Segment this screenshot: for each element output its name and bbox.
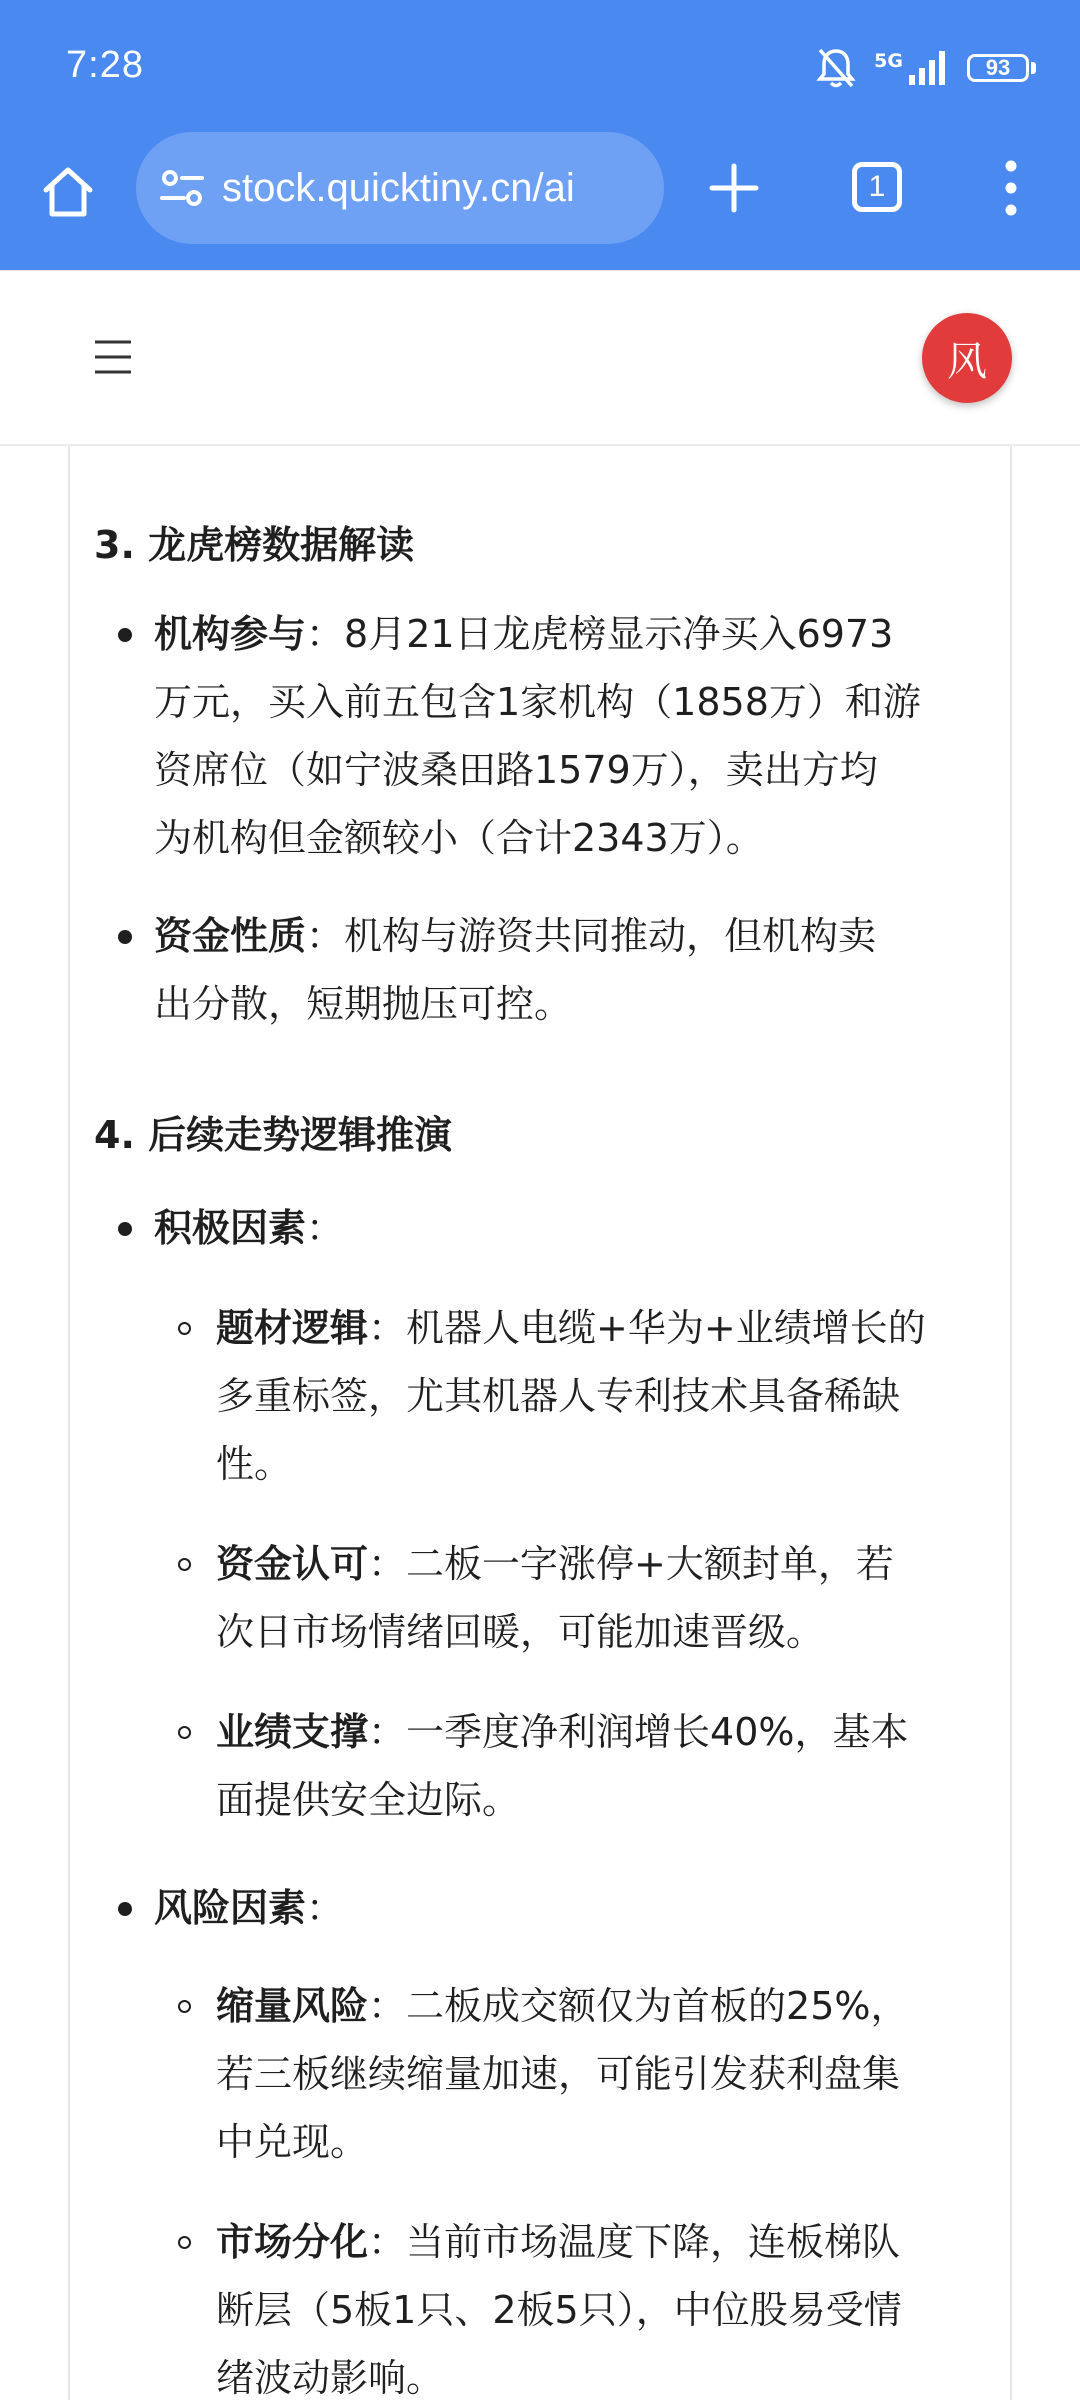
sub-list-item: 资金认可：二板一字涨停+大额封单，若 次日市场情绪回暖，可能加速晋级。 — [216, 1542, 894, 1654]
item-label: 资金性质 — [154, 914, 307, 958]
bullet-disc — [118, 930, 132, 944]
status-icons — [816, 44, 1036, 92]
bullet-disc — [118, 628, 132, 642]
site-settings-icon[interactable] — [158, 164, 206, 212]
more-options-icon[interactable] — [996, 156, 1026, 220]
hamburger-menu-icon[interactable] — [94, 337, 132, 377]
item-label: 资金认可 — [216, 1542, 369, 1586]
item-label: 风险因素 — [154, 1886, 307, 1930]
signal-bars-icon — [909, 51, 949, 85]
section-heading-3: 3. 龙虎榜数据解读 — [94, 523, 415, 567]
bullet-disc — [118, 1902, 132, 1916]
bell-off-icon — [816, 46, 856, 90]
bullet-circle — [178, 1558, 191, 1571]
item-label: 缩量风险 — [216, 1984, 369, 2028]
item-label: 积极因素 — [154, 1206, 307, 1250]
bullet-circle — [178, 2236, 191, 2249]
network-label: 5G — [874, 50, 903, 72]
list-item-risk: 风险因素： — [154, 1886, 345, 1930]
tab-switcher-button[interactable]: 1 — [852, 162, 902, 212]
bullet-circle — [178, 1726, 191, 1739]
sub-list-item: 市场分化：当前市场温度下降，连板梯队 断层（5板1只、2板5只），中位股易受情 绪波动影响。 — [216, 2220, 902, 2400]
sub-list-item: 缩量风险：二板成交额仅为首板的25%， 若三板继续缩量加速，可能引发获利盘集 中兑现。 — [216, 1984, 909, 2164]
item-label: 题材逻辑 — [216, 1306, 369, 1350]
bullet-disc — [118, 1222, 132, 1236]
item-label: 市场分化 — [216, 2220, 369, 2264]
item-label: 业绩支撑 — [216, 1710, 369, 1754]
sub-list-item: 业绩支撑：一季度净利润增长40%，基本 面提供安全边际。 — [216, 1710, 909, 1822]
url-text: stock.quicktiny.cn/ai — [222, 165, 575, 210]
item-label: 机构参与 — [154, 612, 307, 656]
section-heading-4: 4. 后续走势逻辑推演 — [94, 1113, 453, 1157]
bullet-circle — [178, 1322, 191, 1335]
signal-5g-icon — [874, 51, 949, 85]
home-icon[interactable] — [36, 160, 100, 224]
analysis-card — [68, 446, 1012, 2400]
bullet-circle — [178, 2000, 191, 2013]
address-bar[interactable] — [136, 132, 664, 244]
status-bar — [0, 0, 1080, 132]
site-header — [0, 270, 1080, 446]
battery-icon — [967, 54, 1036, 82]
list-item: 资金性质：机构与游资共同推动，但机构卖 出分散，短期抛压可控。 — [154, 914, 877, 1026]
list-item: 机构参与：8月21日龙虎榜显示净买入6973 万元，买入前五包含1家机构（1858万）和游 资席位（如宁波桑田路1579万），卖出方均 为机构但金额较小（合计2343万）。 — [154, 612, 921, 860]
list-item-positive: 积极因素： — [154, 1206, 345, 1250]
user-avatar[interactable]: 风 — [922, 313, 1012, 403]
battery-level: 93 — [967, 54, 1029, 82]
sub-list-item: 题材逻辑：机器人电缆+华为+业绩增长的 多重标签，尤其机器人专利技术具备稀缺 性。 — [216, 1306, 926, 1486]
new-tab-icon[interactable] — [704, 158, 764, 218]
browser-toolbar — [0, 132, 1080, 270]
status-time: 7:28 — [66, 44, 144, 86]
